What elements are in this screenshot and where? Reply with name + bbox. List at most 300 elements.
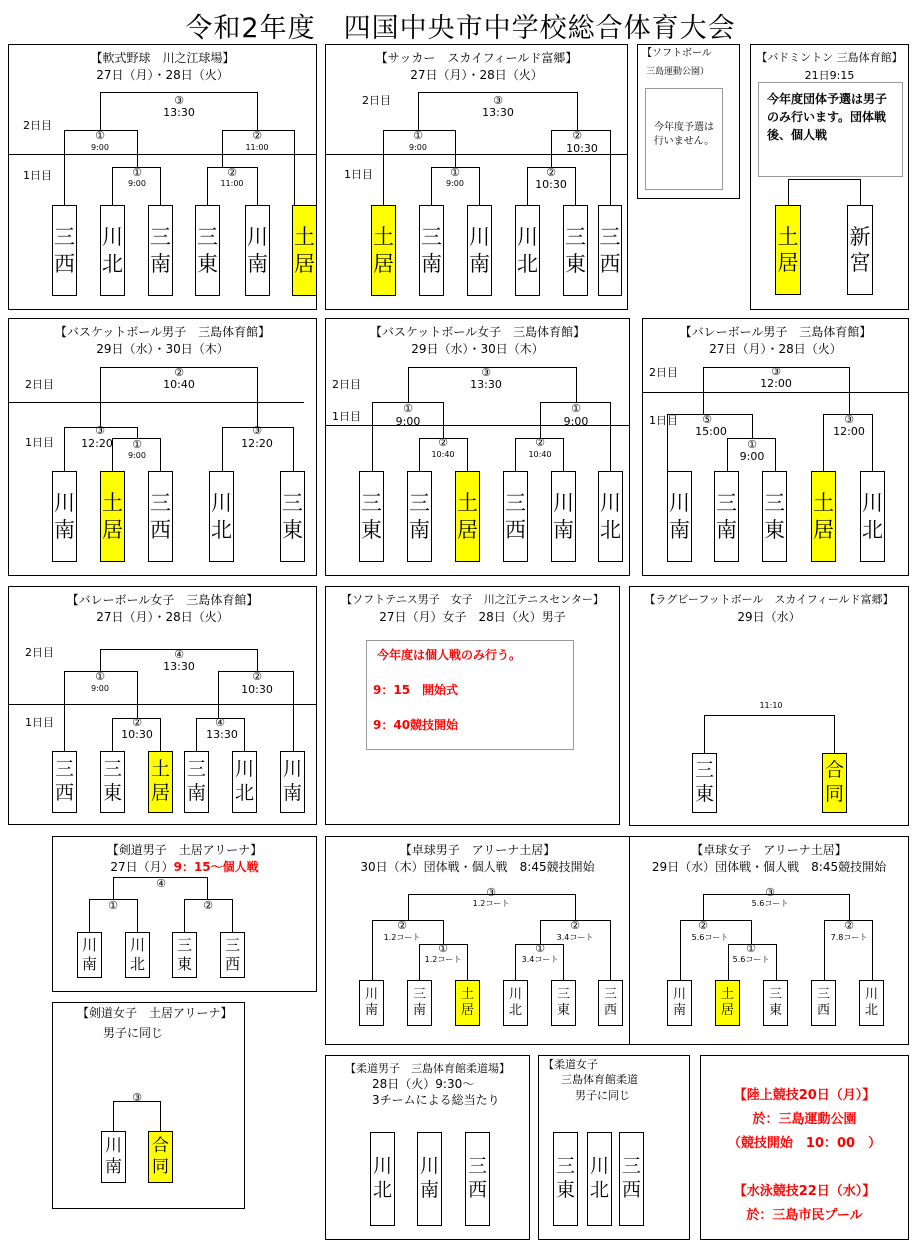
bracket-line [160,438,161,471]
team-box: 三西 [52,205,77,296]
team-box: 三東 [563,205,588,296]
team-box: 三南 [407,980,432,1026]
team-box: 三東 [763,980,788,1026]
bracket-line [137,130,138,167]
bracket-line [515,944,516,980]
team-box: 三西 [220,932,245,978]
team-box: 三東 [100,751,125,813]
panel-title: 【バドミントン 三島体育館】 [756,51,903,64]
bracket-line [540,920,541,944]
note-line: 9：40競技開始 [373,718,459,732]
bracket-line [408,894,409,920]
team-box: 三西 [598,205,622,296]
note-text: 今年度予選は行いません。 [653,122,715,147]
bracket-line [244,718,245,751]
bracket-line [872,920,873,980]
panel-soft-tennis [325,586,620,825]
bracket-line [100,92,257,93]
bracket-line [775,438,776,471]
match-number: ③ [252,424,262,437]
bracket-line [222,130,223,167]
panel-dates: 30日（木）団体戦・個人戦 8:45競技開始 [360,860,595,874]
match-number: ① [746,942,756,955]
final-number: ③ [481,366,491,379]
match-time: 9:00 [128,179,146,188]
bracket-line [408,367,409,402]
bracket-line [418,92,419,130]
match-court: 1.2コート [472,899,510,908]
panel-title: 【卓球女子 アリーナ土居】 [691,843,847,857]
team-box: 川南 [667,980,692,1026]
day2-label: 2日目 [362,94,391,107]
bracket-line [137,671,138,718]
team-box-highlight: 土居 [148,751,173,813]
day1-label: 1日目 [25,436,54,449]
panel-note: 男子に同じ [575,1089,630,1102]
match-number: ① [535,942,545,955]
match-time: 10:40 [431,450,455,459]
bracket-line [257,367,258,427]
bracket-line [667,414,668,471]
bracket-line [751,920,752,944]
bracket-line [100,92,101,130]
athletics-title: 【陸上競技20日（月）】 [733,1088,876,1103]
panel-basketball-girls [325,318,630,576]
match-number: ③ [95,424,105,437]
panel-dates: 29日（水） [737,610,801,624]
panel-title: 【サッカー スカイフィールド富郷】 [375,51,578,65]
panel-volleyball-boys [642,318,909,576]
match-number: ① [747,438,757,451]
panel-judo-boys [325,1055,530,1240]
panel-dates: 27日（月）9：15～個人戦 [110,860,259,874]
bracket-line [610,402,611,471]
match-time: 13:30 [206,728,238,741]
team-box: 川北 [503,980,528,1026]
bracket-line [752,414,753,438]
match-number: ② [252,670,262,683]
bracket-line [222,130,294,131]
final-number: ③ [486,886,496,899]
final-time: 13:30 [163,660,195,673]
bracket-line [703,894,704,920]
team-box: 三東 [359,471,384,562]
team-box: 川南 [280,751,305,813]
bracket-line [418,92,577,93]
bracket-line [563,944,564,980]
bracket-line [776,944,777,980]
team-box: 川南 [551,471,576,562]
panel-softball [637,44,740,199]
note-line: 9：15 開始式 [373,683,459,697]
day2-label: 2日目 [23,119,52,132]
panel-title: 【柔道女子 [543,1058,598,1071]
bracket-line [467,944,468,980]
panel-judo-girls [538,1055,690,1240]
match-number: ② [132,716,142,729]
bracket-line [834,715,835,753]
panel-kendo-boys [52,836,317,992]
bracket-line [467,438,468,471]
panel-basketball-boys [8,318,317,576]
team-box: 三南 [184,751,209,813]
team-box: 川北 [100,205,125,296]
bracket-line [160,718,161,751]
panel-format: 3チームによる総当たり [372,1093,500,1107]
bracket-line [372,402,373,471]
note-box [758,82,903,177]
panel-title: 【バレーボール男子 三島体育館】 [679,325,872,339]
match-time: 12:20 [241,437,273,450]
match-time: 10:30 [535,178,567,191]
match-number: ② [572,129,582,142]
team-box: 三西 [811,980,836,1026]
bracket-line [113,877,114,899]
match-number: ① [108,899,118,912]
match-number: ③ [132,1091,142,1104]
bracket-line [824,920,825,980]
match-number: ① [413,129,423,142]
panel-venue: 三島体育館柔道 [561,1073,638,1086]
bracket-line [823,414,872,415]
match-time: 9:00 [739,450,765,463]
team-box: 川南 [101,1131,126,1183]
match-court: 5.6コート [751,899,789,908]
match-time: 9:00 [128,451,146,460]
match-time: 10:30 [241,683,273,696]
athletics-venue: 於：三島運動公園 [752,1112,857,1127]
bracket-line [64,671,137,672]
panel-dates: 27日（月）・28日（火） [709,342,842,356]
bracket-line [540,920,610,921]
bracket-line [160,1101,161,1131]
bracket-line [680,920,751,921]
match-time: 9:00 [91,143,109,152]
day2-label: 2日目 [649,366,678,379]
match-number: ③ [844,413,854,426]
panel-rugby [629,586,909,826]
match-time: 11:00 [220,179,244,188]
match-number: ① [95,670,105,683]
team-box: 三東 [280,471,305,562]
bracket-line [383,130,384,205]
bracket-line [257,92,258,130]
panel-dates: 28日（火）9:30～ [372,1077,475,1091]
team-box: 三南 [148,205,173,296]
final-number: ③ [765,886,775,899]
match-number: ② [397,919,407,932]
team-box: 川北 [859,980,884,1026]
match-time: 10:40 [528,450,552,459]
final-number: ③ [771,365,781,378]
match-time: 10:30 [121,728,153,741]
bracket-line [112,438,113,471]
panel-table-tennis-boys [325,836,630,1045]
team-box: 川南 [417,1132,442,1226]
match-number: ① [403,402,413,415]
bracket-line [680,920,681,980]
bracket-line [551,130,552,167]
bracket-line [257,649,258,671]
team-box: 三西 [619,1132,644,1226]
bracket-line [703,367,704,414]
team-box: 川北 [515,205,540,296]
athletics-start: （競技開始 10：00 ） [727,1136,882,1151]
match-number: ① [450,166,460,179]
team-box: 三西 [503,471,528,562]
team-box: 三東 [195,205,220,296]
panel-dates: 29日（水）・30日（木） [411,342,544,356]
match-time: 9:00 [409,143,427,152]
day1-label: 1日目 [332,410,361,423]
bracket-line [89,899,90,932]
final-number: ④ [156,877,166,890]
team-box-highlight: 土居 [292,205,317,296]
bracket-line [293,671,294,751]
panel-athletics-swimming [700,1055,909,1240]
bracket-line [184,899,185,932]
team-box: 川北 [587,1132,612,1226]
final-number: ④ [174,648,184,661]
match-number: ① [95,129,105,142]
team-box: 三西 [465,1132,490,1226]
bracket-line [112,718,113,751]
match-time: 15:00 [695,425,727,438]
match-time: 11:10 [759,701,783,710]
panel-title: 【バスケットボール男子 三島体育館】 [54,325,271,339]
final-time: 10:40 [163,378,195,391]
match-number: ② [227,166,237,179]
match-time: 11:00 [245,143,269,152]
panel-title: 【バスケットボール女子 三島体育館】 [369,325,586,339]
bracket-line [704,715,705,753]
bracket-line [419,944,420,980]
bracket-line [372,402,443,403]
page-title: 令和2年度 四国中央市中学校総合体育大会 [185,13,736,44]
bracket-line [872,414,873,471]
bracket-line [408,367,576,368]
day2-label: 2日目 [25,646,54,659]
team-box: 川北 [370,1132,395,1226]
team-box: 三東 [553,1132,578,1226]
bracket-line [610,920,611,980]
team-box-highlight: 土居 [455,471,480,562]
bracket-line [196,718,197,751]
bracket-line [575,167,576,205]
bracket-line [222,427,223,471]
day1-label: 1日目 [344,168,373,181]
bracket-line [113,1101,160,1102]
bracket-line [113,1101,114,1131]
panel-badminton [750,44,909,310]
day2-label: 2日目 [332,378,361,391]
bracket-line [218,671,219,718]
match-number: ② [535,436,545,449]
bracket-line [207,877,208,899]
bracket-line [419,438,420,471]
bracket-line [515,438,516,471]
bracket-line [727,438,728,471]
match-time: 9:00 [91,684,109,693]
match-number: ④ [215,716,225,729]
team-box-highlight: 土居 [100,471,125,562]
panel-title: 【卓球男子 アリーナ土居】 [399,843,556,857]
team-box: 三南 [407,471,432,562]
final-time: 13:30 [470,378,502,391]
team-box: 川南 [667,471,692,562]
panel-volleyball-girls [8,586,317,825]
panel-title: 【剣道男子 土居アリーナ】 [106,843,263,857]
panel-dates: 27日（月）・28日（火） [96,68,229,82]
final-number: ③ [493,94,503,107]
bracket-line [551,130,610,131]
panel-kendo-girls [52,1002,245,1209]
final-time: 12:00 [760,377,792,390]
bracket-line [479,167,480,205]
match-number: ② [570,919,580,932]
day1-label: 1日目 [23,169,52,182]
team-box: 川南 [52,471,77,562]
bracket-line [703,894,849,895]
panel-dates: 27日（月）女子 28日（火）男子 [379,610,566,624]
bracket-line [218,671,293,672]
match-number: ② [252,129,262,142]
panel-title: 【剣道女子 土居アリーナ】 [77,1006,233,1020]
bracket-line [443,402,444,438]
day-divider [643,392,908,393]
bracket-line [431,167,432,205]
bracket-line [849,894,850,920]
bracket-line [455,130,456,167]
panel-note: 男子に同じ [103,1026,164,1040]
bracket-line [160,167,161,205]
match-number: ② [203,899,213,912]
panel-title: 【ソフトボール [642,48,712,59]
bracket-line [563,438,564,471]
day-divider [9,402,304,403]
day-divider [9,154,316,155]
bracket-line [540,402,541,438]
match-number: ① [132,166,142,179]
swimming-venue: 於：三島市民プール [746,1208,863,1223]
bracket-line [728,944,729,980]
bracket-line [64,427,65,471]
bracket-line [137,427,138,438]
match-court: 5.6コート [691,933,729,942]
team-box: 川北 [598,471,623,562]
bracket-line [610,130,611,205]
match-number: ② [438,436,448,449]
team-box: 川南 [77,932,102,978]
final-time: 13:30 [163,106,195,119]
bracket-line [294,130,295,205]
bracket-line [372,920,373,980]
bracket-line [100,649,101,671]
bracket-line [112,167,113,205]
final-number: ② [174,366,184,379]
bracket-line [137,899,138,932]
match-time: 10:30 [566,142,598,155]
team-box: 川北 [125,932,150,978]
day1-label: 1日目 [649,414,678,427]
bracket-line [704,715,834,716]
bracket-line [849,367,850,414]
match-time: 9:00 [563,415,589,428]
panel-title: 【ラグビーフットボール スカイフィールド富郷】 [644,593,894,606]
panel-title: 【ソフトテニス男子 女子 川之江テニスセンター】 [341,593,604,606]
panel-title: 【柔道男子 三島体育館柔道場】 [345,1062,510,1075]
bracket-line [576,367,577,402]
bracket-line [383,130,455,131]
team-box: 三西 [598,980,623,1026]
match-number: ① [438,942,448,955]
team-box-highlight: 合同 [148,1131,173,1183]
match-court: 1.2コート [424,955,462,964]
match-number: ② [698,919,708,932]
panel-dates: 29日（水）・30日（木） [96,342,229,356]
swimming-title: 【水泳競技22日（水）】 [733,1184,876,1199]
match-court: 3.4コート [556,933,594,942]
panel-venue: 三島運動公園） [646,67,710,77]
team-box-highlight: 土居 [455,980,480,1026]
team-box: 三西 [52,751,77,813]
team-box: 川南 [359,980,384,1026]
bracket-line [64,130,65,205]
panel-dates: 27日（月）・28日（火） [410,68,543,82]
team-box: 川北 [209,471,234,562]
team-box: 三東 [762,471,787,562]
match-number: ① [132,438,142,451]
match-number: ① [571,402,581,415]
match-time: 12:00 [833,425,865,438]
bracket-line [788,179,860,180]
day1-label: 1日目 [25,716,54,729]
bracket-line [577,92,578,130]
bracket-line [860,179,861,205]
team-box-highlight: 合同 [822,753,847,813]
panel-title: 【バレーボール女子 三島体育館】 [66,593,259,607]
note-box [645,88,723,190]
note-box [366,640,574,750]
bracket-line [257,167,258,205]
match-court: 1.2コート [383,933,421,942]
bracket-line [788,179,789,205]
note-line: 今年度は個人戦のみ行う。 [377,648,522,662]
bracket-line [64,671,65,751]
match-court: 7.8コート [830,933,868,942]
panel-title: 【軟式野球 川之江球場】 [90,51,235,65]
team-box: 三東 [172,932,197,978]
bracket-line [667,414,752,415]
panel-table-tennis-girls [629,836,909,1045]
team-box: 三東 [551,980,576,1026]
bracket-line [222,427,293,428]
team-box: 川北 [232,751,257,813]
team-box-highlight: 土居 [811,471,836,562]
team-box-highlight: 土居 [775,205,801,295]
final-time: 13:30 [482,106,514,119]
match-number: ⑤ [702,413,712,426]
team-box: 三南 [714,471,739,562]
bracket-line [823,414,824,471]
match-court: 5.6コート [732,955,770,964]
bracket-line [232,899,233,932]
panel-soft-baseball [8,44,317,310]
team-box: 新宮 [847,205,873,295]
match-court: 3.4コート [521,955,559,964]
match-time: 12:20 [81,437,113,450]
match-time: 9:00 [446,179,464,188]
